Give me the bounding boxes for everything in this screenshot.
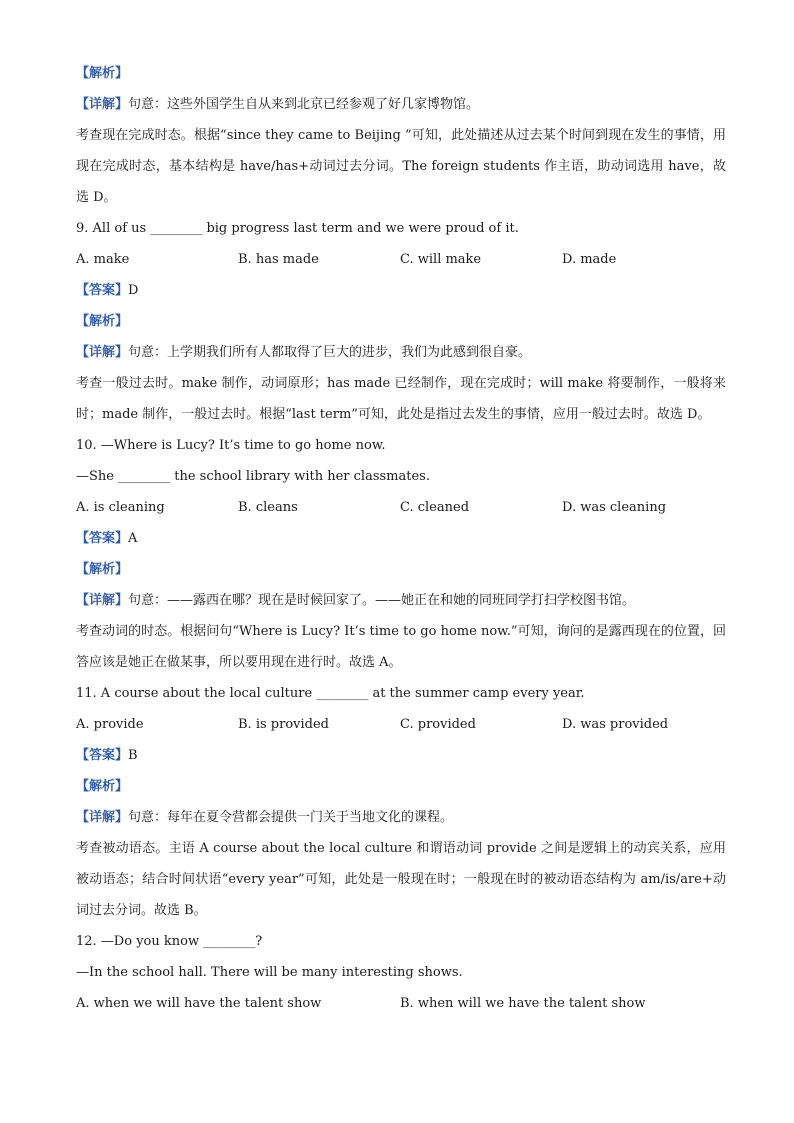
option-a: A. provide [76, 717, 144, 732]
option-d: D. was provided [562, 717, 669, 732]
analysis-label [76, 554, 726, 585]
answer-value: D [128, 283, 139, 298]
jiexi-tag: 【解析】 [76, 66, 129, 81]
answer-line [76, 740, 726, 771]
answer-tag: 【答案】 [76, 531, 129, 546]
question-12-line-2: —In the school hall. There will be many interesting shows. [76, 965, 463, 980]
detail-line [76, 89, 726, 120]
option-c: C. will make [400, 252, 482, 267]
detail-text: 句意：这些外国学生自从来到北京已经参观了好几家博物馆。 [128, 97, 480, 112]
answer-line [76, 523, 726, 554]
option-b: B. cleans [238, 500, 298, 515]
option-d: D. was cleaning [562, 500, 667, 515]
answer-tag: 【答案】 [76, 283, 129, 298]
question-9: 9. All of us ________ big progress last term and we were proud of it. [76, 221, 519, 236]
option-b: B. has made [238, 252, 319, 267]
option-a: A. when we will have the talent show [76, 996, 322, 1011]
xiangjie-tag: 【详解】 [76, 345, 129, 360]
detail-line [76, 802, 726, 833]
analysis-paragraph: 考查被动语态。主语 A course about the local culture 和谓语动词 provide 之间是逻辑上的动宾关系，应用被动语态；结合时间状语“every year”可知，此处是一般现在时；一般现在时的被动语态结构为 am/is/are+动词过去分词。故选 B。 [76, 841, 726, 918]
question-9-options [76, 244, 726, 275]
option-d: D. made [562, 252, 617, 267]
question-12-line-1: 12. —Do you know ________? [76, 934, 263, 949]
answer-tag: 【答案】 [76, 748, 129, 763]
detail-text: 句意：——露西在哪？现在是时候回家了。——她正在和她的同班同学打扫学校图书馆。 [128, 593, 636, 608]
option-a: A. is cleaning [76, 500, 165, 515]
option-c: C. provided [400, 717, 476, 732]
question-10-line-2: —She ________ the school library with her classmates. [76, 469, 430, 484]
analysis-paragraph: 考查动词的时态。根据问句“Where is Lucy? It’s time to go home now.”可知，询问的是露西现在的位置，回答应该是她正在做某事，所以要用现在进行时。故选 A。 [76, 624, 726, 670]
xiangjie-tag: 【详解】 [76, 97, 129, 112]
analysis-paragraph: 考查一般过去时。make 制作，动词原形；has made 已经制作，现在完成时；will make 将要制作，一般将来时；made 制作，一般过去时。根据“last term”可知，此处是指过去发生的事情，应用一般过去时。故选 D。 [76, 376, 726, 422]
question-11: 11. A course about the local culture ________ at the summer camp every year. [76, 686, 585, 701]
analysis-paragraph: 考查现在完成时态。根据“since they came to Beijing ”可知，此处描述从过去某个时间到现在发生的事情，用现在完成时态，基本结构是 have/has+动词过去分词。The foreign students 作主语，助动词选用 have，故选 D。 [76, 128, 726, 205]
question-10-options [76, 492, 726, 523]
analysis-label [76, 771, 726, 802]
question-11-options [76, 709, 726, 740]
answer-value: A [128, 531, 138, 546]
jiexi-tag: 【解析】 [76, 314, 129, 329]
analysis-label [76, 306, 726, 337]
answer-value: B [128, 748, 138, 763]
question-10-line-1: 10. —Where is Lucy? It’s time to go home now. [76, 438, 386, 453]
jiexi-tag: 【解析】 [76, 562, 129, 577]
jiexi-tag: 【解析】 [76, 779, 129, 794]
answer-line [76, 275, 726, 306]
document-page [76, 58, 726, 1019]
xiangjie-tag: 【详解】 [76, 593, 129, 608]
option-b: B. is provided [238, 717, 329, 732]
detail-text: 句意：上学期我们所有人都取得了巨大的进步，我们为此感到很自豪。 [128, 345, 532, 360]
option-c: C. cleaned [400, 500, 470, 515]
detail-text: 句意：每年在夏令营都会提供一门关于当地文化的课程。 [128, 810, 454, 825]
detail-line [76, 585, 726, 616]
question-12-options [76, 988, 726, 1019]
option-b: B. when will we have the talent show [400, 996, 646, 1011]
xiangjie-tag: 【详解】 [76, 810, 129, 825]
option-a: A. make [76, 252, 130, 267]
analysis-label [76, 58, 726, 89]
detail-line [76, 337, 726, 368]
